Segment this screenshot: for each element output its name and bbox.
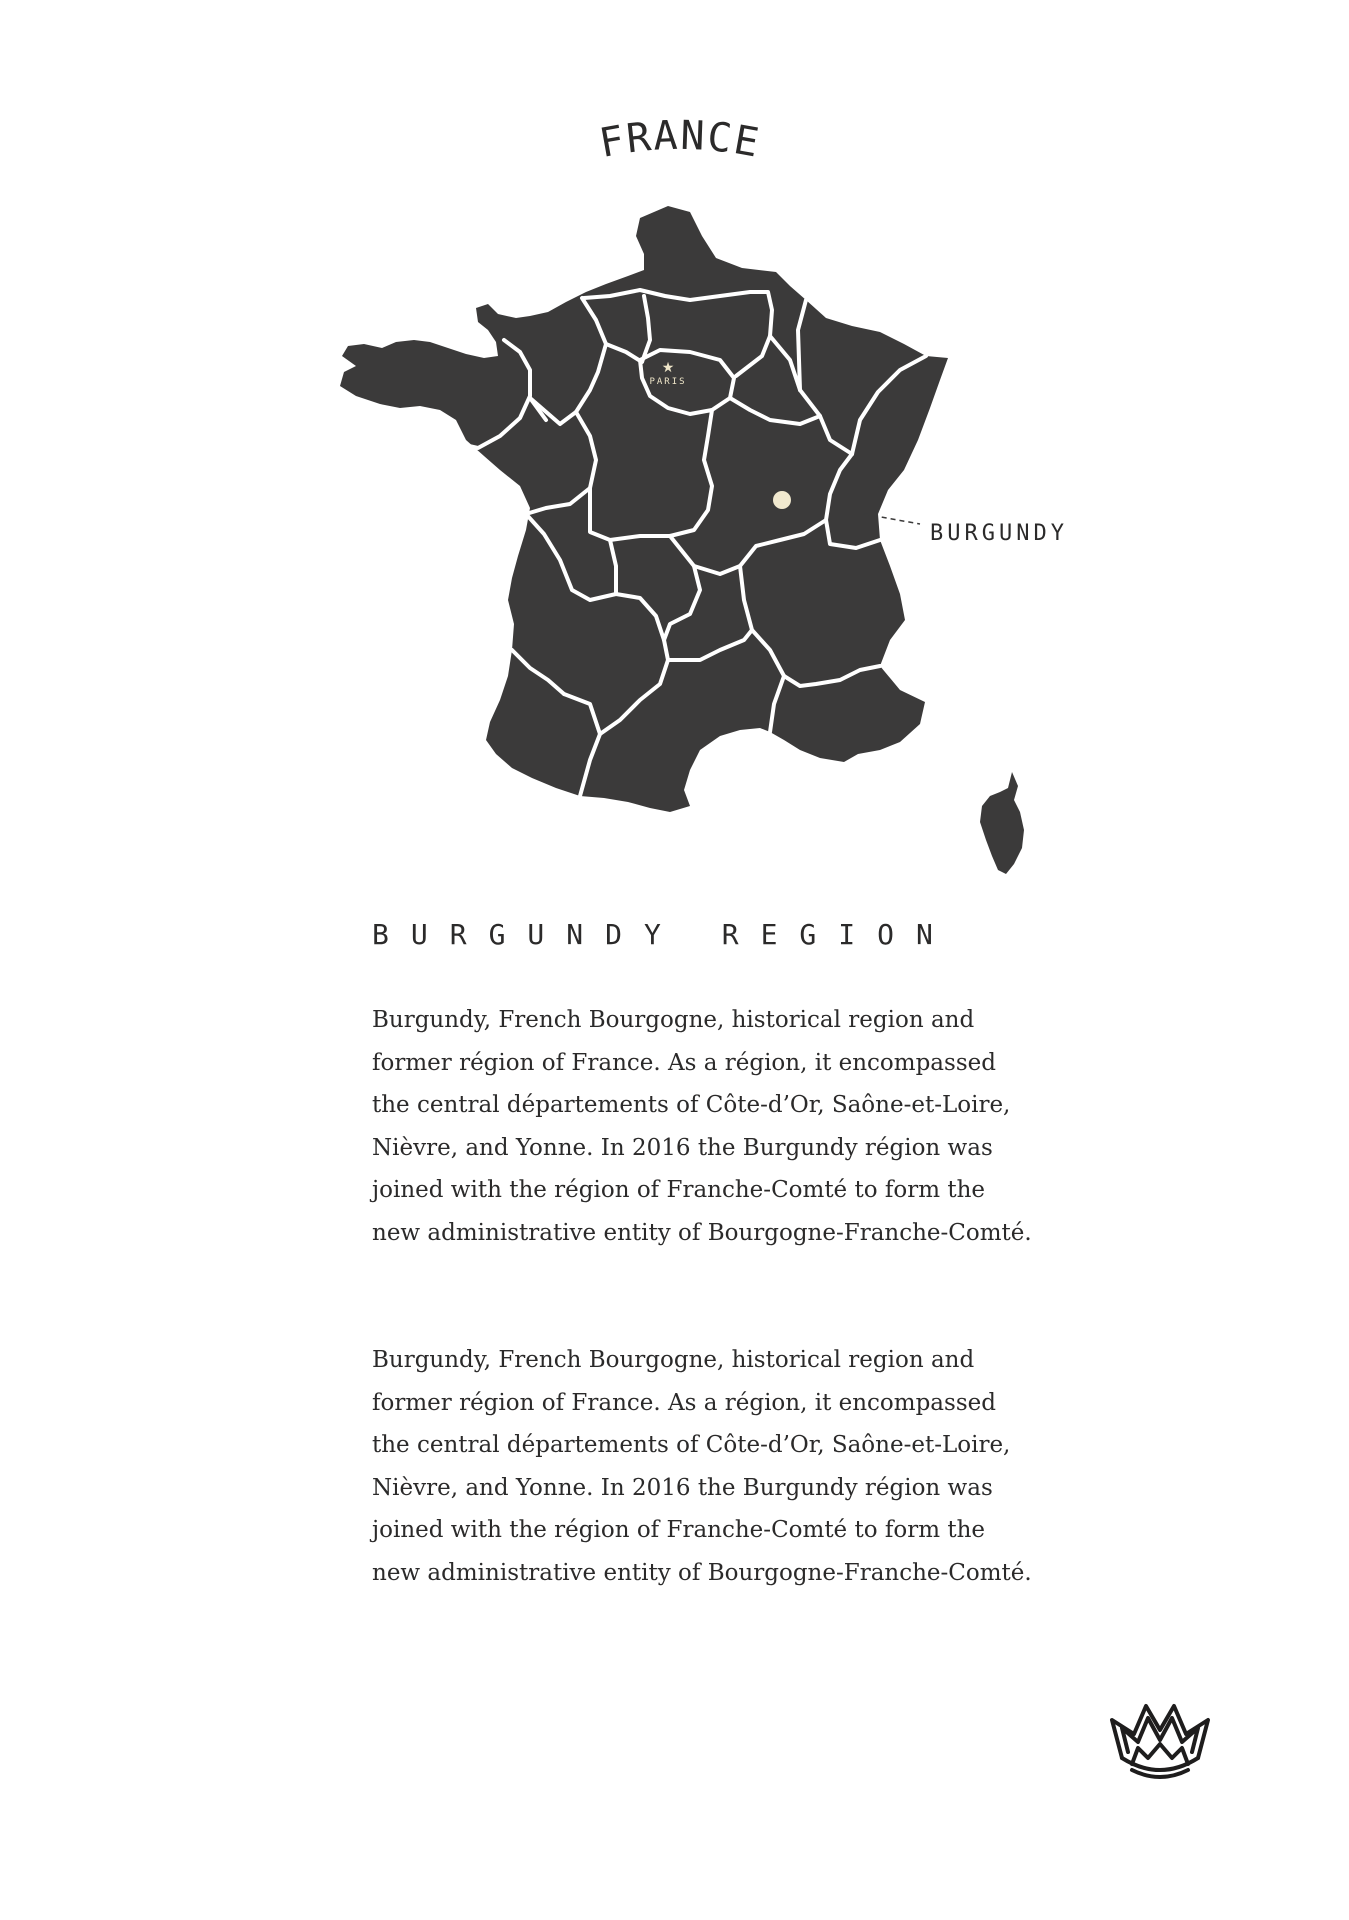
crown-icon xyxy=(1108,1698,1212,1782)
section-heading: BURGUNDY REGION xyxy=(372,918,955,951)
callout-label: BURGUNDY xyxy=(930,521,1068,546)
capital-label: PARIS xyxy=(649,377,687,387)
burgundy-marker xyxy=(773,491,791,509)
country-title-text: FRANCE xyxy=(595,112,765,167)
country-title xyxy=(596,113,764,167)
paragraph-2: Burgundy, French Bourgogne, historical region and former région of France. As a région, it encompassed the central départements of Côte-d’Or, Saône-et-Loire, Nièvre, and Yonne. In 2016 the Burgundy région was joined with the région of Franche-Comté to form the new administrative entity of Bourgogne-Franche-Comté. xyxy=(372,1347,1032,1586)
france-map xyxy=(0,0,1349,900)
corsica xyxy=(980,772,1024,874)
star-icon: ★ xyxy=(661,361,675,376)
paragraph-1: Burgundy, French Bourgogne, historical region and former région of France. As a région, it encompassed the central départements of Côte-d’Or, Saône-et-Loire, Nièvre, and Yonne. In 2016 the Burgundy région was joined with the région of Franche-Comté to form the new administrative entity of Bourgogne-Franche-Comté. xyxy=(372,1007,1032,1246)
